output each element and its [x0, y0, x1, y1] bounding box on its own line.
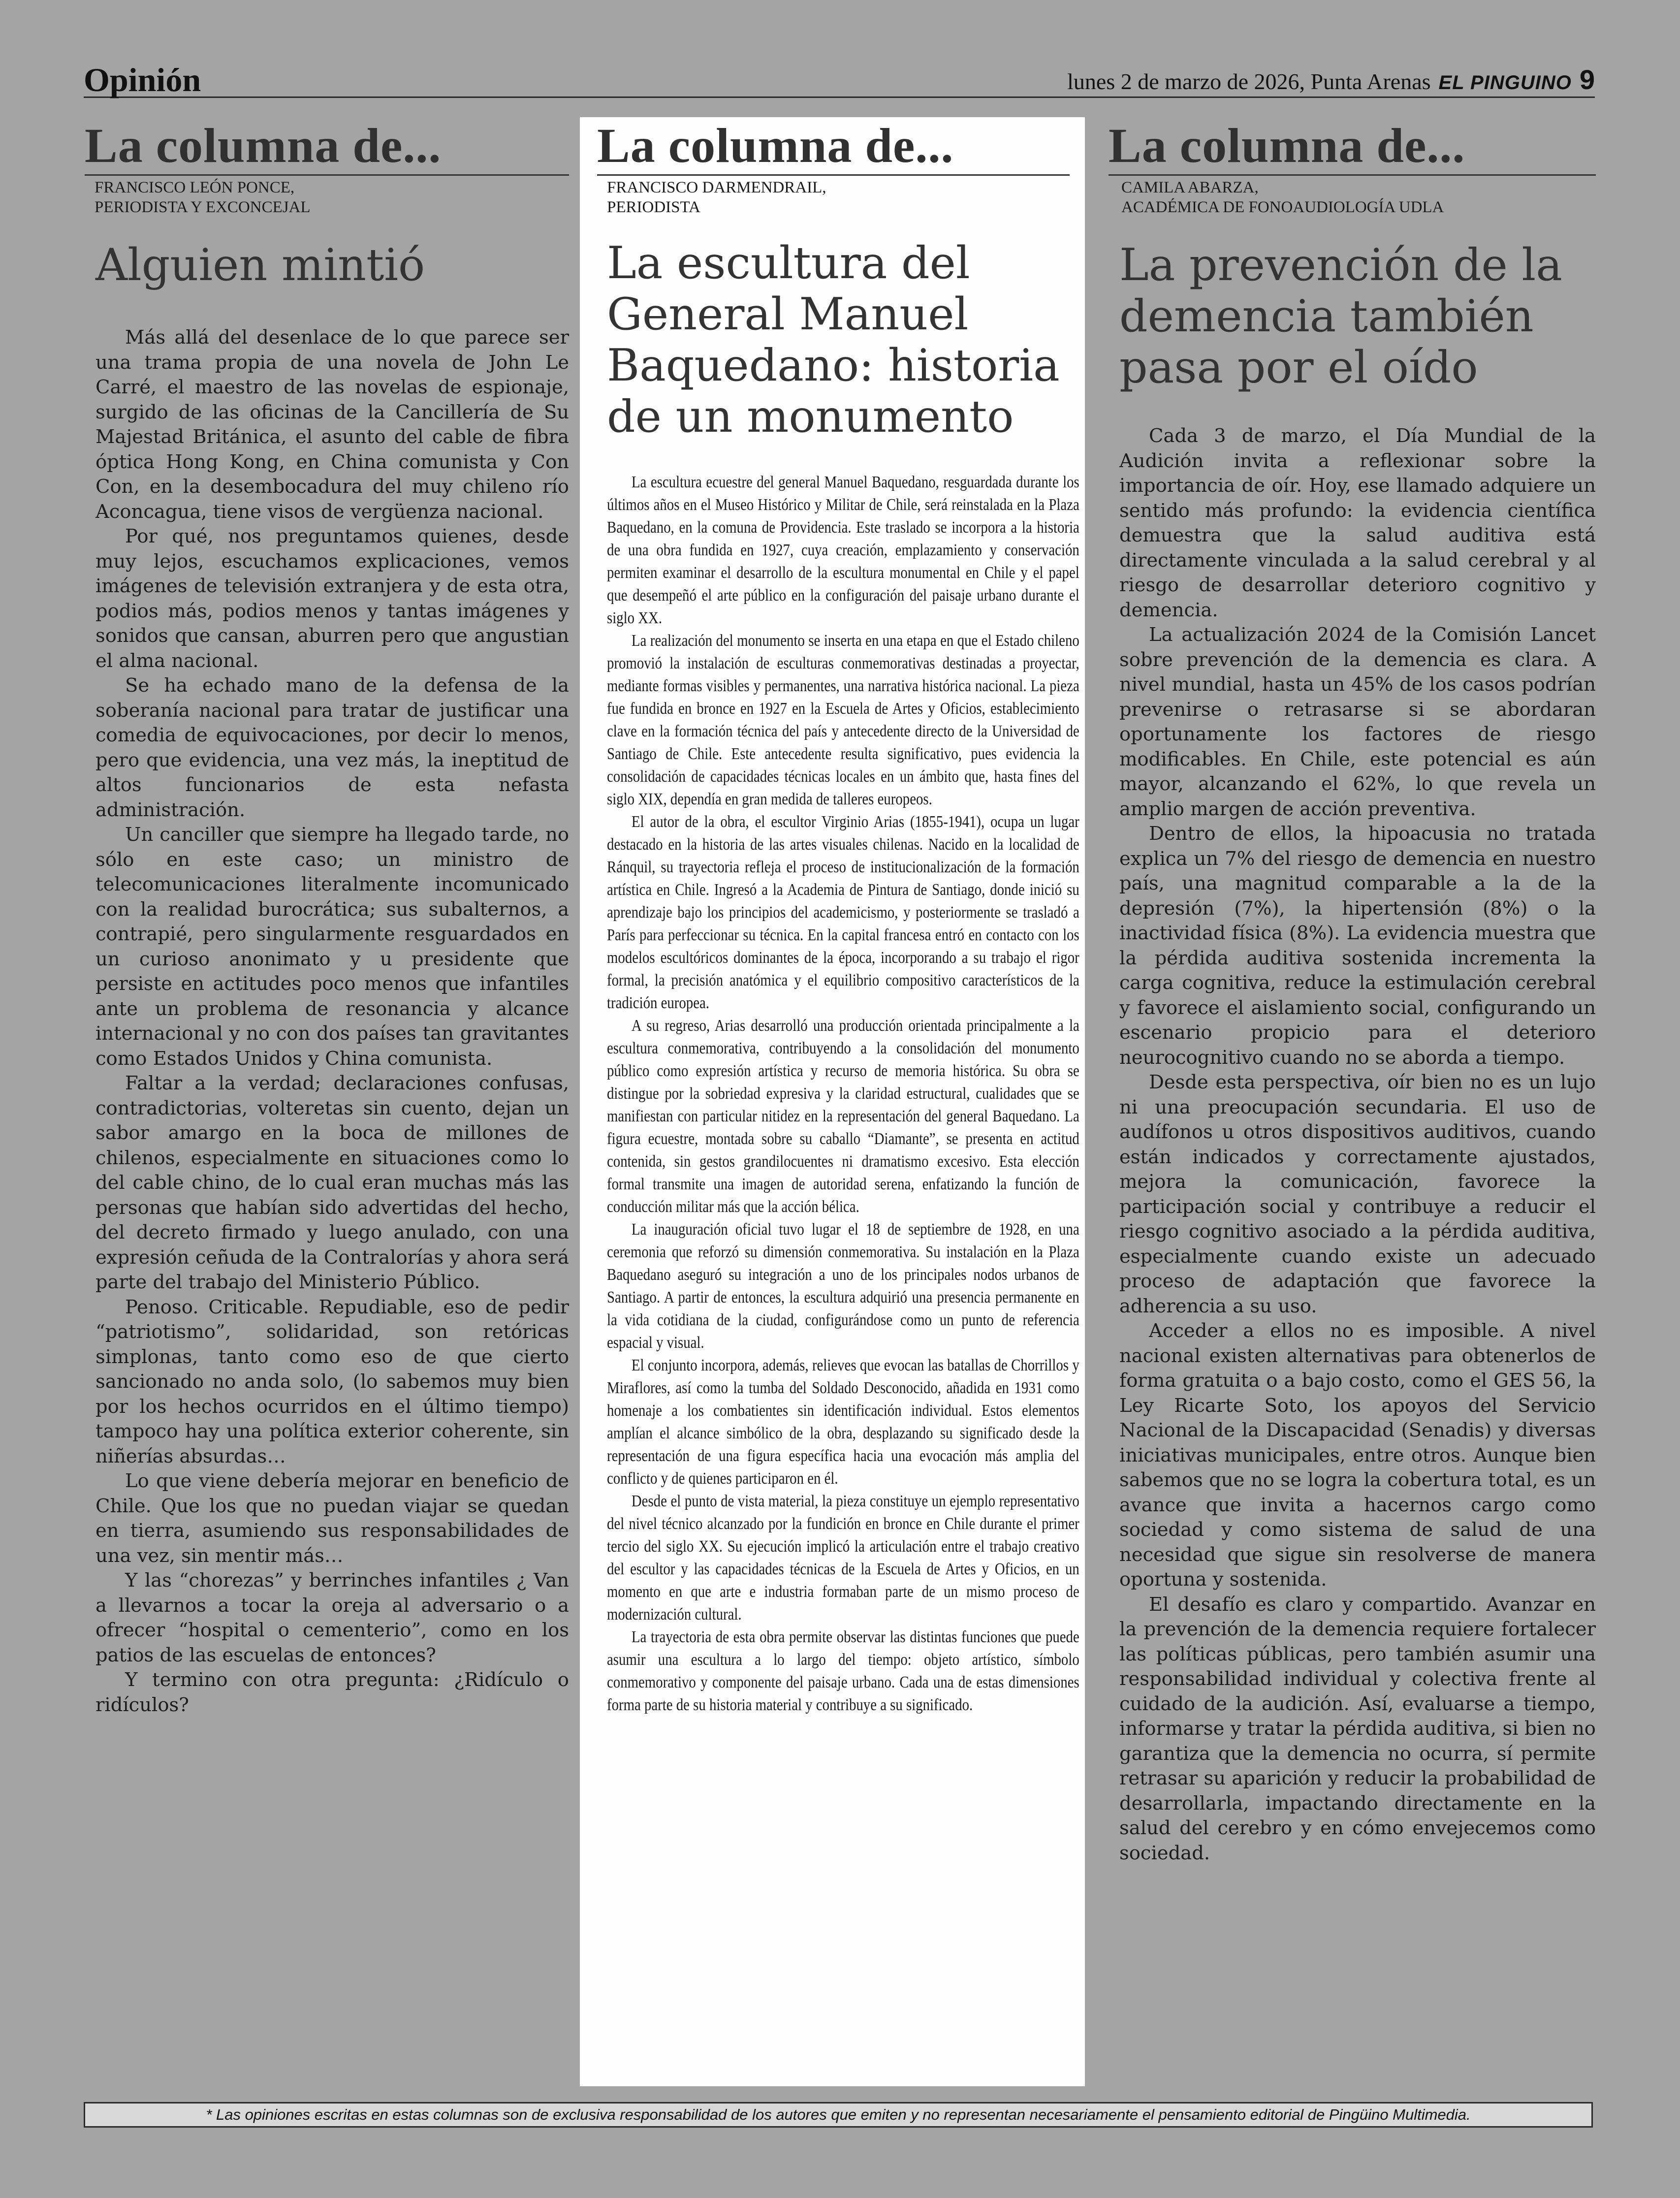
paragraph: Por qué, nos preguntamos quienes, desde muy lejos, escuchamos explicaciones, vemos imágenes de televisión extranjera y de esta otra, podios más, podios menos y tantas imágenes y sonidos que cansan, aburren pero que angustian el alma nacional.: [95, 525, 569, 672]
paragraph: Desde el punto de vista material, la pieza constituye un ejemplo representativo del nivel técnico alcanzado por la fundición en bronce en Chile durante el primer tercio del siglo XX. Su ejecución implicó la articulación entre el trabajo creativo del escultor y las capacidades técnicas de la Escuela de Artes y Oficios, en un momento en que arte e industria formaban parte de un mismo proceso de modernización cultural.: [607, 1492, 1079, 1624]
paragraph: Dentro de ellos, la hipoacusia no tratada explica un 7% del riesgo de demencia en nuestro país, una magnitud comparable a la de la depresión (7%), la hipertensión (8%) o la inactividad física (8%). La evidencia muestra que la pérdida auditiva sostenida incrementa la carga cognitiva, reduce la estimulación cerebral y favorece el aislamiento social, configurando un escenario propicio para el deterioro neurocognitivo cuando no se aborda a tiempo.: [1119, 823, 1596, 1069]
paragraph: Penoso. Criticable. Repudiable, eso de pedir “patriotismo”, solidaridad, son retóricas simplonas, tanto como eso de que cierto sancionado no anda solo, (lo sabemos muy bien por los hechos ocurridos en el último tiempo) tampoco hay una política exterior coherente, sin niñerías absurdas…: [95, 1296, 569, 1467]
paragraph: La realización del monumento se inserta en una etapa en que el Estado chileno promovió la instalación de esculturas conmemorativas destinadas a proyectar, mediante formas visibles y permanentes, una narrativa histórica nacional. La pieza fue fundida en bronce en 1927 en la Escuela de Artes y Oficios, establecimiento clave en la formación técnica del país y antecedente directo de la Universidad de Santiago de Chile. Este antecedente resulta significativo, pues evidencia la consolidación de capacidades técnicas locales en un ámbito que, hasta fines del siglo XIX, dependía en gran medida de talleres europeos.: [607, 632, 1079, 808]
paragraph: Más allá del desenlace de lo que parece ser una trama propia de una novela de John Le Carré, el maestro de las novelas de espionaje, surgido de las oficinas de la Cancillería de Su Majestad Británica, el asunto del cable de fibra óptica Hong Kong, en China comunista y Con Con, en la desembocadura del muy chileno río Aconcagua, tiene visos de vergüenza nacional.: [95, 326, 569, 523]
section-name: Opinión: [84, 61, 201, 98]
paragraph: Faltar a la verdad; declaraciones confusas, contradictorias, volteretas sin cuento, dejan un sabor amargo en la boca de millones de chilenos, especialmente en situaciones como lo del cable chino, de lo cual eran muchas más las personas que habían sido advertidas del hecho, del decreto firmado y luego anulado, con una expresión ceñuda de la Contralorías y ahora será parte del trabajo del Ministerio Público.: [95, 1072, 569, 1293]
column-title: La columna de...: [1109, 118, 1465, 173]
paragraph: La actualización 2024 de la Comisión Lancet sobre prevención de la demencia es clara. A nivel mundial, hasta un 45% de los casos podrían prevenirse o retrasarse si se abordaran oportunamente los factores de riesgo modificables. En Chile, este potencial es aún mayor, alcanzando el 62%, lo que revela un amplio margen de acción preventiva.: [1119, 624, 1596, 820]
column-rule: [597, 174, 1070, 176]
column-1: [85, 118, 569, 1718]
paragraph: El desafío es claro y compartido. Avanzar en la prevención de la demencia requiere fortalecer las políticas públicas, pero también asumir una responsabilidad individual y colectiva frente al cuidado de la audición. Así, evaluarse a tiempo, informarse y tratar la pérdida auditiva, si bien no garantiza que la demencia no ocurra, sí permite retrasar su aparición y reducir la probabilidad de desarrollarla, impactando directamente en la salud del cerebro y en cómo envejecemos como sociedad.: [1119, 1593, 1596, 1864]
author-role: ACADÉMICA DE FONOAUDIOLOGÍA UDLA: [1121, 198, 1444, 216]
paragraph: La trayectoria de esta obra permite observar las distintas funciones que puede asumir una escultura a lo largo del tiempo: objeto artístico, símbolo conmemorativo y componente del paisaje urbano. Cada una de estas dimensiones forma parte de su historia material y contribuye a su significado.: [607, 1628, 1079, 1714]
dateline: [1067, 65, 1595, 97]
paragraph: Lo que viene debería mejorar en beneficio de Chile. Que los que no puedan viajar se quedan en tierra, asumiendo sus responsabilidades de una vez, sin mentir más…: [95, 1470, 569, 1567]
paragraph: El conjunto incorpora, además, relieves que evocan las batallas de Chorrillos y Miraflores, así como la tumba del Soldado Desconocido, añadida en 1931 como homenaje a los combatientes sin identificación individual. Estos elementos amplían el alcance simbólico de la obra, desplazando su significado desde la representación de una figura específica hacia una evocación más amplia del conflicto y de quienes participaron en él.: [607, 1356, 1079, 1488]
paragraph: Cada 3 de marzo, el Día Mundial de la Audición invita a reflexionar sobre la importancia de oír. Hoy, ese llamado adquiere un sentido más profundo: la evidencia científica demuestra que la salud auditiva está directamente vinculada a la salud cerebral y al riesgo de desarrollar deterioro cognitivo y demencia.: [1119, 425, 1596, 621]
disclaimer-text: * Las opiniones escritas en estas columnas son de exclusiva responsabilidad de los autores que emiten y no representan necesariamente el pensamiento editorial de Pingüino Multimedia.: [206, 2106, 1471, 2123]
column-2: [580, 117, 1085, 2086]
paragraph: A su regreso, Arias desarrolló una producción orientada principalmente a la escultura conmemorativa, contribuyendo a la consolidación del monumento público como expresión artística y recurso de memoria histórica. Su obra se distingue por la sobriedad expresiva y la claridad estructural, cualidades que se manifiestan con particular nitidez en la representación del general Baquedano. La figura ecuestre, montada sobre su caballo “Diamante”, se presenta en actitud contenida, sin gestos grandilocuentes ni dramatismo excesivo. Esta elección formal transmite una imagen de autoridad serena, enfatizando la función de conducción militar más que la acción bélica.: [607, 1017, 1079, 1216]
article-body: [85, 325, 569, 1718]
newspaper-brand: EL PINGUINO: [1438, 72, 1572, 94]
paragraph: Se ha echado mano de la defensa de la soberanía nacional para tratar de justificar una comedia de equivocaciones, por decir lo menos, pero que evidencia, una vez más, la ineptitud de altos funcionarios de esta nefasta administración.: [95, 674, 569, 821]
paragraph: Y las “chorezas” y berrinches infantiles ¿ Van a llevarnos a tocar la oreja al adversario o a ofrecer “hospital o cementerio”, como en los patios de las escuelas de entonces?: [95, 1569, 569, 1666]
column-title: La columna de...: [85, 118, 442, 173]
author-name: FRANCISCO DARMENDRAIL,: [607, 179, 826, 196]
author-role: PERIODISTA: [607, 198, 700, 216]
page-header: [84, 63, 1595, 98]
paragraph: Y termino con otra pregunta: ¿Ridículo o ridículos?: [95, 1669, 569, 1716]
author-name: CAMILA ABARZA,: [1121, 179, 1259, 196]
headline: La prevención de la demencia también pasa por el oído: [1119, 239, 1562, 393]
author-role: PERIODISTA Y EXCONCEJAL: [95, 198, 311, 216]
column-title: La columna de...: [597, 118, 954, 173]
paragraph: Un canciller que siempre ha llegado tarde, no sólo en este caso; un ministro de telecomunicaciones literalmente incomunicado con la realidad burocrática; sus subalternos, a contrapié, pero singularmente resguardados en un curioso anonimato y u presidente que persiste en actitudes poco menos que infantiles ante un problema de resonancia y alcance internacional y no con dos países tan gravitantes como Estados Unidos y China comunista.: [95, 824, 569, 1070]
article-body: [1109, 424, 1596, 1866]
headline: La escultura del General Manuel Baquedano: historia de un monumento: [607, 237, 1060, 443]
paragraph: Desde esta perspectiva, oír bien no es un lujo ni una preocupación secundaria. El uso de audífonos u otros dispositivos auditivos, cuando están indicados y correctamente ajustados, mejora la comunicación, favorece la participación social y contribuye a reducir el riesgo cognitivo asociado a la pérdida auditiva, especialmente cuando existe un adecuado proceso de adaptación que favorece la adherencia a su uso.: [1119, 1071, 1596, 1317]
paragraph: Acceder a ellos no es imposible. A nivel nacional existen alternativas para obtenerlos de forma gratuita o a bajo costo, como el GES 56, la Ley Ricarte Soto, los apoyos del Servicio Nacional de la Discapacidad (Senadis) y diversas iniciativas municipales, entre otros. Aunque bien sabemos que no se logra la cobertura total, es un avance que invita a hacernos cargo como sociedad y como sistema de salud de una necesidad que sigue sin resolverse de manera oportuna y sostenida.: [1119, 1320, 1596, 1591]
column-3: [1109, 118, 1596, 1866]
byline: [1109, 178, 1596, 217]
column-rule: [85, 174, 569, 176]
page-number: 9: [1579, 64, 1595, 95]
article-body: [607, 471, 1079, 1717]
headline: Alguien mintió: [95, 239, 425, 291]
author-name: FRANCISCO LEÓN PONCE,: [95, 179, 295, 196]
date-location: lunes 2 de marzo de 2026, Punta Arenas: [1067, 69, 1431, 94]
byline: [85, 178, 569, 217]
disclaimer-box: [84, 2102, 1593, 2128]
paragraph: La escultura ecuestre del general Manuel Baquedano, resguardada durante los últimos años en el Museo Histórico y Militar de Chile, será reinstalada en la Plaza Baquedano, en la comuna de Providencia. Este traslado se incorpora a la historia de una obra fundida en 1927, cuya creación, emplazamiento y conservación permiten examinar el desarrollo de la escultura monumental en Chile y el papel que desempeñó el arte público en la configuración del paisaje urbano durante el siglo XX.: [607, 473, 1079, 627]
paragraph: La inauguración oficial tuvo lugar el 18 de septiembre de 1928, en una ceremonia que reforzó su dimensión conmemorativa. Su instalación en la Plaza Baquedano aseguró su integración a uno de los principales nodos urbanos de Santiago. A partir de entonces, la escultura adquirió una presencia permanente en la vida cotidiana de la ciudad, configurándose como un punto de referencia espacial y visual.: [607, 1220, 1079, 1352]
column-rule: [1109, 174, 1596, 176]
byline: [597, 178, 1070, 217]
paragraph: El autor de la obra, el escultor Virginio Arias (1855-1941), ocupa un lugar destacado en la historia de las artes visuales chilenas. Nacido en la localidad de Ránquil, su trayectoria refleja el proceso de institucionalización de la formación artística en Chile. Ingresó a la Academia de Pintura de Santiago, donde inició su aprendizaje bajo los principios del academicismo, y posteriormente se trasladó a París para perfeccionar su técnica. En la capital francesa entró en contacto con los modelos escultóricos dominantes de la época, incorporando a su trabajo el rigor formal, la precisión anatómica y el equilibrio compositivo característicos de la tradición europea.: [607, 813, 1079, 1012]
